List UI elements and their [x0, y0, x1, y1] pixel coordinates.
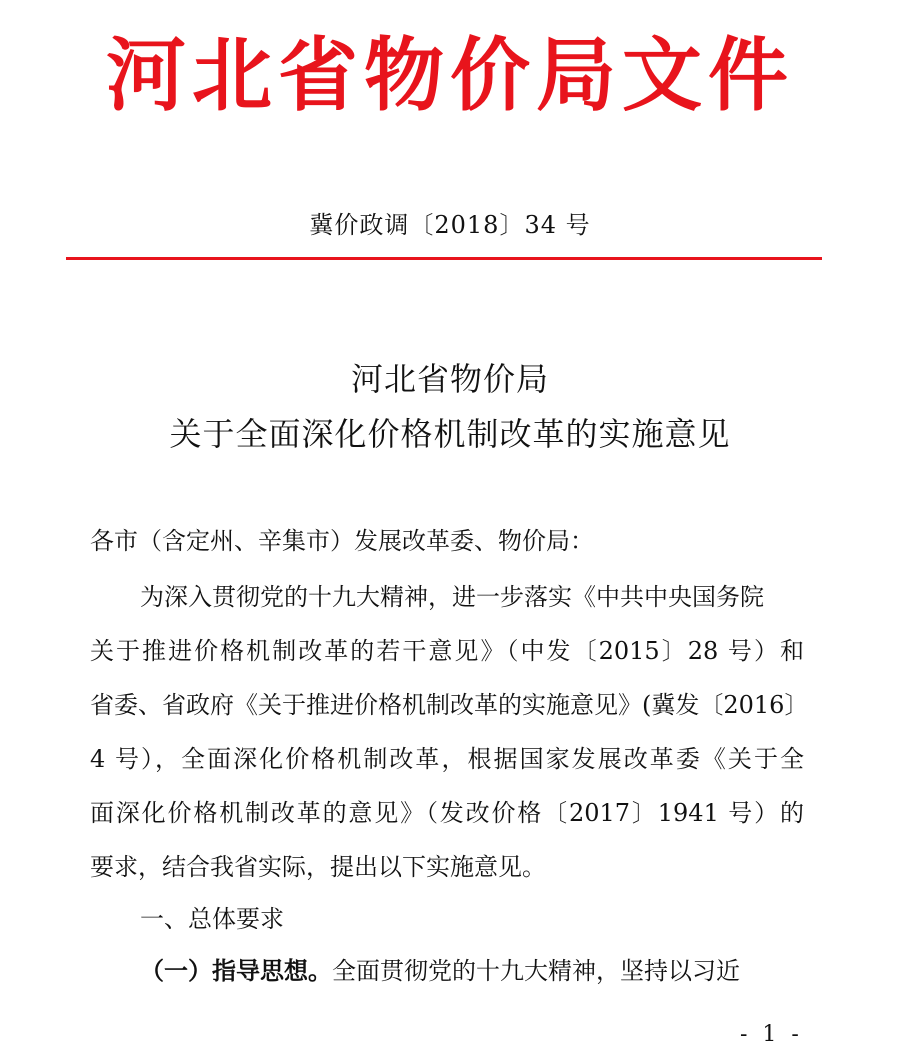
paragraph-line: 为深入贯彻党的十九大精神，进一步落实《中共中央国务院: [140, 583, 764, 611]
paragraph-line: 4 号），全面深化价格机制改革，根据国家发展改革委《关于全: [90, 745, 804, 773]
subsection-text: 全面贯彻党的十九大精神，坚持以习近: [332, 957, 740, 985]
paragraph-line: 面深化价格机制改革的意见》（发改价格〔2017〕1941 号）的: [90, 799, 804, 827]
document-title-subject: 关于全面深化价格机制改革的实施意见: [169, 415, 731, 453]
subsection-lead: （一）指导思想。: [140, 957, 332, 985]
paragraph-line: 要求，结合我省实际，提出以下实施意见。: [90, 853, 546, 881]
red-divider-line: [66, 257, 822, 260]
document-title-issuer: 河北省物价局: [350, 360, 549, 398]
document-number: 冀价政调〔2018〕34 号: [309, 211, 591, 239]
page-number: - 1 -: [740, 1022, 803, 1047]
addressee-line: 各市（含定州、辛集市）发展改革委、物价局：: [90, 527, 594, 555]
subsection-line: [140, 954, 810, 988]
paragraph-line: 省委、省政府《关于推进价格机制改革的实施意见》(冀发〔2016〕: [90, 691, 809, 719]
section-heading: 一、总体要求: [140, 905, 284, 933]
paragraph-line: 关于推进价格机制改革的若干意见》（中发〔2015〕28 号）和: [90, 637, 804, 665]
document-masthead: 河北省物价局文件: [106, 29, 794, 122]
